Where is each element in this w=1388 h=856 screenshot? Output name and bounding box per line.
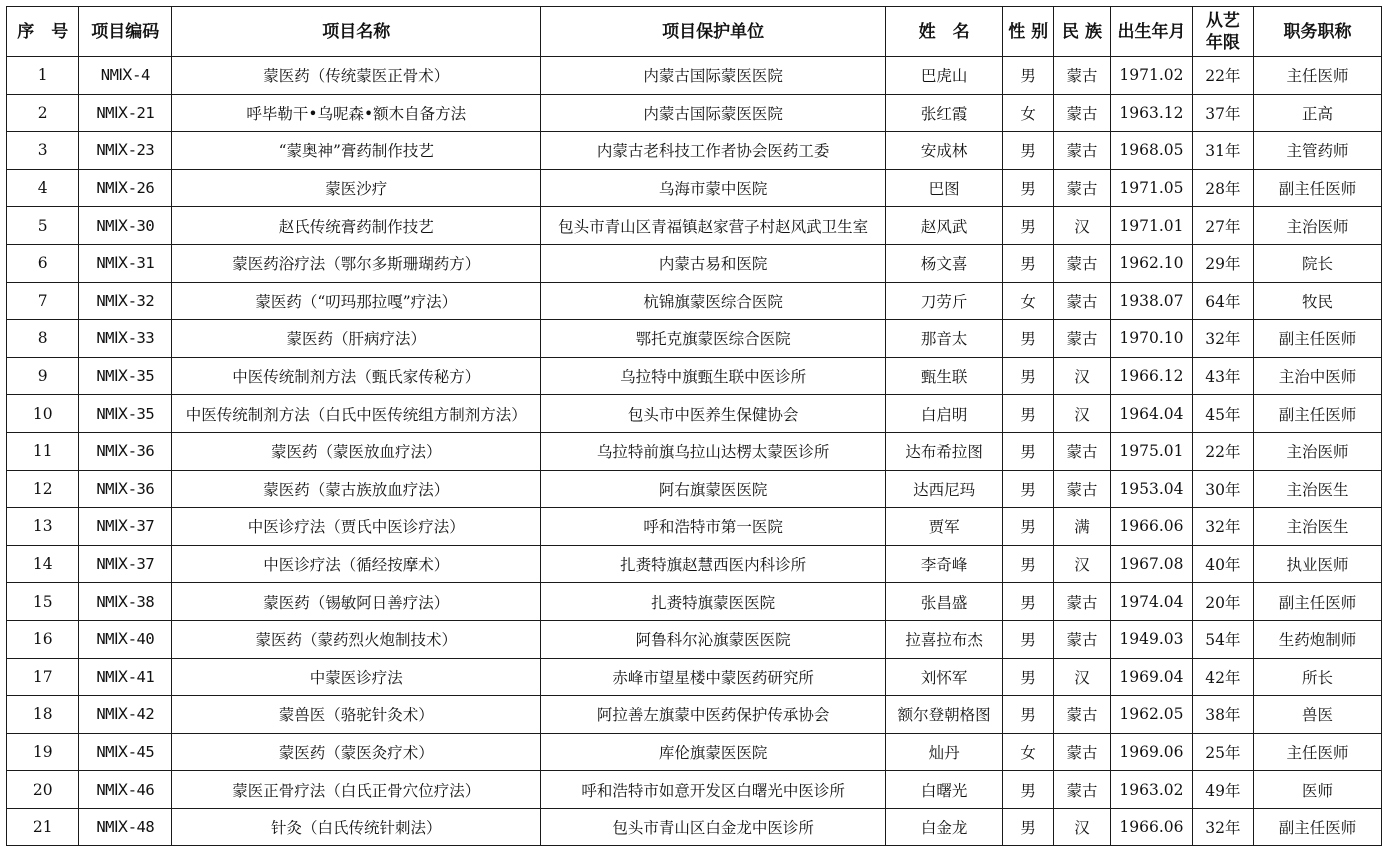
- cell-gender: 女: [1003, 94, 1053, 132]
- cell-job-title: 主任医师: [1254, 733, 1382, 771]
- cell-index: 15: [7, 583, 79, 621]
- cell-project-code: NMⅨ-23: [79, 132, 172, 170]
- cell-index: 14: [7, 545, 79, 583]
- cell-protection-unit: 杭锦旗蒙医综合医院: [541, 282, 885, 320]
- cell-years-practice: 42年: [1192, 658, 1253, 696]
- cell-protection-unit: 扎赉特旗蒙医医院: [541, 583, 885, 621]
- cell-project-name: 蒙医药（“叨玛那拉嘎”疗法）: [172, 282, 541, 320]
- cell-protection-unit: 内蒙古易和医院: [541, 244, 885, 282]
- cell-person-name: 白启明: [885, 395, 1003, 433]
- table-row: [7, 545, 1382, 583]
- cell-project-code: NMⅨ-30: [79, 207, 172, 245]
- cell-years-practice: 32年: [1192, 508, 1253, 546]
- cell-protection-unit: 阿右旗蒙医医院: [541, 470, 885, 508]
- cell-gender: 男: [1003, 395, 1053, 433]
- cell-protection-unit: 呼和浩特市第一医院: [541, 508, 885, 546]
- cell-project-name: 赵氏传统膏药制作技艺: [172, 207, 541, 245]
- cell-birth-date: 1966.12: [1111, 357, 1193, 395]
- cell-job-title: 执业医师: [1254, 545, 1382, 583]
- cell-years-practice: 29年: [1192, 244, 1253, 282]
- table-row: [7, 620, 1382, 658]
- cell-project-name: 针灸（白氏传统针刺法）: [172, 808, 541, 846]
- cell-years-practice: 64年: [1192, 282, 1253, 320]
- cell-person-name: 那音太: [885, 320, 1003, 358]
- cell-job-title: 副主任医师: [1254, 395, 1382, 433]
- cell-project-code: NMⅨ-38: [79, 583, 172, 621]
- cell-ethnicity: 蒙古: [1053, 169, 1110, 207]
- cell-index: 6: [7, 244, 79, 282]
- cell-years-practice: 30年: [1192, 470, 1253, 508]
- cell-person-name: 拉喜拉布杰: [885, 620, 1003, 658]
- table-body: [7, 57, 1382, 846]
- cell-project-code: NMⅨ-37: [79, 508, 172, 546]
- cell-ethnicity: 蒙古: [1053, 94, 1110, 132]
- cell-ethnicity: 汉: [1053, 357, 1110, 395]
- table-row: [7, 508, 1382, 546]
- cell-job-title: 医师: [1254, 771, 1382, 809]
- cell-ethnicity: 蒙古: [1053, 771, 1110, 809]
- cell-project-code: NMⅨ-21: [79, 94, 172, 132]
- cell-years-practice: 28年: [1192, 169, 1253, 207]
- cell-protection-unit: 鄂托克旗蒙医综合医院: [541, 320, 885, 358]
- cell-gender: 男: [1003, 696, 1053, 734]
- cell-birth-date: 1964.04: [1111, 395, 1193, 433]
- cell-gender: 男: [1003, 320, 1053, 358]
- cell-project-code: NMⅨ-35: [79, 357, 172, 395]
- cell-gender: 男: [1003, 808, 1053, 846]
- cell-job-title: 兽医: [1254, 696, 1382, 734]
- cell-index: 11: [7, 432, 79, 470]
- cell-person-name: 白金龙: [885, 808, 1003, 846]
- cell-job-title: 院长: [1254, 244, 1382, 282]
- cell-person-name: 刘怀军: [885, 658, 1003, 696]
- cell-index: 18: [7, 696, 79, 734]
- header-project-name: 项目名称: [172, 7, 541, 57]
- header-person-name: 姓 名: [885, 7, 1003, 57]
- cell-protection-unit: 赤峰市望星楼中蒙医药研究所: [541, 658, 885, 696]
- inheritor-table-container: [6, 6, 1382, 846]
- cell-project-name: 蒙医药（蒙药烈火炮制技术）: [172, 620, 541, 658]
- cell-protection-unit: 库伦旗蒙医医院: [541, 733, 885, 771]
- cell-ethnicity: 蒙古: [1053, 733, 1110, 771]
- cell-ethnicity: 汉: [1053, 808, 1110, 846]
- cell-index: 12: [7, 470, 79, 508]
- cell-job-title: 主治医师: [1254, 207, 1382, 245]
- cell-index: 8: [7, 320, 79, 358]
- cell-person-name: 额尔登朝格图: [885, 696, 1003, 734]
- cell-index: 19: [7, 733, 79, 771]
- cell-protection-unit: 包头市青山区青福镇赵家营子村赵风武卫生室: [541, 207, 885, 245]
- cell-birth-date: 1949.03: [1111, 620, 1193, 658]
- header-index: 序 号: [7, 7, 79, 57]
- cell-project-code: NMⅨ-42: [79, 696, 172, 734]
- cell-person-name: 白曙光: [885, 771, 1003, 809]
- header-project-code: 项目编码: [79, 7, 172, 57]
- cell-ethnicity: 汉: [1053, 207, 1110, 245]
- header-birth-date: 出生年月: [1111, 7, 1193, 57]
- cell-project-name: 中医传统制剂方法（白氏中医传统组方制剂方法）: [172, 395, 541, 433]
- header-row: [7, 7, 1382, 57]
- header-ethnicity: 民 族: [1053, 7, 1110, 57]
- cell-gender: 男: [1003, 207, 1053, 245]
- table-row: [7, 733, 1382, 771]
- cell-person-name: 李奇峰: [885, 545, 1003, 583]
- cell-gender: 男: [1003, 658, 1053, 696]
- cell-person-name: 赵风武: [885, 207, 1003, 245]
- cell-index: 10: [7, 395, 79, 433]
- cell-birth-date: 1953.04: [1111, 470, 1193, 508]
- cell-ethnicity: 蒙古: [1053, 320, 1110, 358]
- table-row: [7, 658, 1382, 696]
- cell-birth-date: 1975.01: [1111, 432, 1193, 470]
- cell-ethnicity: 蒙古: [1053, 57, 1110, 95]
- cell-protection-unit: 扎赉特旗赵慧西医内科诊所: [541, 545, 885, 583]
- cell-job-title: 正高: [1254, 94, 1382, 132]
- cell-years-practice: 40年: [1192, 545, 1253, 583]
- cell-person-name: 达布希拉图: [885, 432, 1003, 470]
- table-row: [7, 244, 1382, 282]
- cell-job-title: 副主任医师: [1254, 583, 1382, 621]
- cell-protection-unit: 内蒙古老科技工作者协会医药工委: [541, 132, 885, 170]
- cell-job-title: 主治医生: [1254, 470, 1382, 508]
- cell-ethnicity: 汉: [1053, 395, 1110, 433]
- table-row: [7, 169, 1382, 207]
- cell-project-code: NMⅨ-37: [79, 545, 172, 583]
- table-row: [7, 320, 1382, 358]
- cell-gender: 男: [1003, 357, 1053, 395]
- cell-job-title: 主任医师: [1254, 57, 1382, 95]
- cell-gender: 女: [1003, 733, 1053, 771]
- cell-project-code: NMⅨ-46: [79, 771, 172, 809]
- cell-job-title: 主治中医师: [1254, 357, 1382, 395]
- cell-job-title: 副主任医师: [1254, 169, 1382, 207]
- cell-project-name: 蒙医药（传统蒙医正骨术）: [172, 57, 541, 95]
- cell-project-code: NMⅨ-32: [79, 282, 172, 320]
- header-protection-unit: 项目保护单位: [541, 7, 885, 57]
- cell-years-practice: 37年: [1192, 94, 1253, 132]
- cell-protection-unit: 乌海市蒙中医院: [541, 169, 885, 207]
- cell-gender: 男: [1003, 244, 1053, 282]
- cell-project-code: NMⅨ-33: [79, 320, 172, 358]
- cell-project-code: NMⅨ-36: [79, 432, 172, 470]
- cell-birth-date: 1971.02: [1111, 57, 1193, 95]
- cell-project-name: 蒙医药（肝病疗法）: [172, 320, 541, 358]
- cell-project-name: 蒙医药浴疗法（鄂尔多斯珊瑚药方）: [172, 244, 541, 282]
- cell-gender: 男: [1003, 583, 1053, 621]
- cell-protection-unit: 呼和浩特市如意开发区白曙光中医诊所: [541, 771, 885, 809]
- cell-gender: 男: [1003, 132, 1053, 170]
- cell-gender: 男: [1003, 470, 1053, 508]
- cell-birth-date: 1971.01: [1111, 207, 1193, 245]
- cell-birth-date: 1970.10: [1111, 320, 1193, 358]
- cell-person-name: 巴虎山: [885, 57, 1003, 95]
- cell-years-practice: 43年: [1192, 357, 1253, 395]
- cell-birth-date: 1969.04: [1111, 658, 1193, 696]
- cell-person-name: 安成林: [885, 132, 1003, 170]
- table-row: [7, 771, 1382, 809]
- cell-person-name: 张红霞: [885, 94, 1003, 132]
- cell-ethnicity: 蒙古: [1053, 470, 1110, 508]
- cell-ethnicity: 汉: [1053, 658, 1110, 696]
- table-row: [7, 94, 1382, 132]
- cell-years-practice: 54年: [1192, 620, 1253, 658]
- cell-project-code: NMⅨ-4: [79, 57, 172, 95]
- table-row: [7, 132, 1382, 170]
- cell-birth-date: 1938.07: [1111, 282, 1193, 320]
- cell-gender: 男: [1003, 508, 1053, 546]
- cell-index: 7: [7, 282, 79, 320]
- cell-gender: 男: [1003, 771, 1053, 809]
- cell-job-title: 副主任医师: [1254, 808, 1382, 846]
- cell-birth-date: 1968.05: [1111, 132, 1193, 170]
- table-row: [7, 432, 1382, 470]
- cell-index: 2: [7, 94, 79, 132]
- cell-index: 20: [7, 771, 79, 809]
- cell-gender: 男: [1003, 545, 1053, 583]
- cell-person-name: 灿丹: [885, 733, 1003, 771]
- cell-project-name: 蒙医正骨疗法（白氏正骨穴位疗法）: [172, 771, 541, 809]
- cell-project-code: NMⅨ-41: [79, 658, 172, 696]
- cell-project-name: 蒙医药（蒙医放血疗法）: [172, 432, 541, 470]
- cell-job-title: 生药炮制师: [1254, 620, 1382, 658]
- cell-index: 3: [7, 132, 79, 170]
- cell-years-practice: 32年: [1192, 808, 1253, 846]
- cell-job-title: 主治医生: [1254, 508, 1382, 546]
- cell-years-practice: 32年: [1192, 320, 1253, 358]
- cell-project-code: NMⅨ-45: [79, 733, 172, 771]
- cell-birth-date: 1966.06: [1111, 808, 1193, 846]
- cell-index: 1: [7, 57, 79, 95]
- cell-gender: 男: [1003, 432, 1053, 470]
- cell-years-practice: 38年: [1192, 696, 1253, 734]
- cell-protection-unit: 内蒙古国际蒙医医院: [541, 94, 885, 132]
- cell-person-name: 巴图: [885, 169, 1003, 207]
- cell-ethnicity: 汉: [1053, 545, 1110, 583]
- cell-project-name: 呼毕勒干•乌呢森•额木自备方法: [172, 94, 541, 132]
- cell-protection-unit: 内蒙古国际蒙医医院: [541, 57, 885, 95]
- cell-gender: 男: [1003, 620, 1053, 658]
- cell-gender: 男: [1003, 169, 1053, 207]
- cell-protection-unit: 包头市中医养生保健协会: [541, 395, 885, 433]
- cell-protection-unit: 阿拉善左旗蒙中医药保护传承协会: [541, 696, 885, 734]
- cell-project-code: NMⅨ-26: [79, 169, 172, 207]
- cell-index: 17: [7, 658, 79, 696]
- table-row: [7, 470, 1382, 508]
- cell-protection-unit: 乌拉特前旗乌拉山达楞太蒙医诊所: [541, 432, 885, 470]
- cell-index: 21: [7, 808, 79, 846]
- cell-ethnicity: 满: [1053, 508, 1110, 546]
- cell-person-name: 达西尼玛: [885, 470, 1003, 508]
- cell-ethnicity: 蒙古: [1053, 244, 1110, 282]
- cell-index: 13: [7, 508, 79, 546]
- cell-birth-date: 1966.06: [1111, 508, 1193, 546]
- cell-index: 9: [7, 357, 79, 395]
- cell-job-title: 所长: [1254, 658, 1382, 696]
- cell-project-name: 中医传统制剂方法（甄氏家传秘方）: [172, 357, 541, 395]
- cell-ethnicity: 蒙古: [1053, 696, 1110, 734]
- cell-person-name: 张昌盛: [885, 583, 1003, 621]
- cell-birth-date: 1969.06: [1111, 733, 1193, 771]
- cell-job-title: 主管药师: [1254, 132, 1382, 170]
- cell-protection-unit: 乌拉特中旗甄生联中医诊所: [541, 357, 885, 395]
- table-row: [7, 696, 1382, 734]
- table-row: [7, 808, 1382, 846]
- cell-years-practice: 22年: [1192, 432, 1253, 470]
- cell-person-name: 刀劳斤: [885, 282, 1003, 320]
- cell-years-practice: 27年: [1192, 207, 1253, 245]
- cell-project-name: 蒙兽医（骆驼针灸术）: [172, 696, 541, 734]
- cell-ethnicity: 蒙古: [1053, 432, 1110, 470]
- cell-person-name: 杨文喜: [885, 244, 1003, 282]
- cell-years-practice: 22年: [1192, 57, 1253, 95]
- cell-project-name: 蒙医沙疗: [172, 169, 541, 207]
- header-years-practice: 从艺年限: [1192, 7, 1253, 57]
- table-row: [7, 282, 1382, 320]
- cell-project-name: 中医诊疗法（循经按摩术）: [172, 545, 541, 583]
- cell-ethnicity: 蒙古: [1053, 583, 1110, 621]
- cell-years-practice: 25年: [1192, 733, 1253, 771]
- table-row: [7, 583, 1382, 621]
- cell-person-name: 贾军: [885, 508, 1003, 546]
- cell-birth-date: 1971.05: [1111, 169, 1193, 207]
- cell-years-practice: 31年: [1192, 132, 1253, 170]
- cell-project-name: 中蒙医诊疗法: [172, 658, 541, 696]
- table-header: [7, 7, 1382, 57]
- cell-years-practice: 49年: [1192, 771, 1253, 809]
- cell-project-name: 蒙医药（蒙古族放血疗法）: [172, 470, 541, 508]
- cell-person-name: 甄生联: [885, 357, 1003, 395]
- cell-gender: 男: [1003, 57, 1053, 95]
- cell-birth-date: 1963.12: [1111, 94, 1193, 132]
- table-row: [7, 57, 1382, 95]
- table-row: [7, 395, 1382, 433]
- cell-job-title: 副主任医师: [1254, 320, 1382, 358]
- cell-birth-date: 1963.02: [1111, 771, 1193, 809]
- cell-ethnicity: 蒙古: [1053, 620, 1110, 658]
- cell-years-practice: 45年: [1192, 395, 1253, 433]
- cell-job-title: 牧民: [1254, 282, 1382, 320]
- cell-project-name: 中医诊疗法（贾氏中医诊疗法）: [172, 508, 541, 546]
- cell-years-practice: 20年: [1192, 583, 1253, 621]
- cell-job-title: 主治医师: [1254, 432, 1382, 470]
- cell-project-code: NMⅨ-40: [79, 620, 172, 658]
- cell-project-code: NMⅨ-48: [79, 808, 172, 846]
- cell-birth-date: 1962.05: [1111, 696, 1193, 734]
- cell-protection-unit: 阿鲁科尔沁旗蒙医医院: [541, 620, 885, 658]
- cell-project-code: NMⅨ-36: [79, 470, 172, 508]
- table-row: [7, 207, 1382, 245]
- header-gender: 性 别: [1003, 7, 1053, 57]
- cell-birth-date: 1967.08: [1111, 545, 1193, 583]
- cell-ethnicity: 蒙古: [1053, 282, 1110, 320]
- inheritor-table: [6, 6, 1382, 846]
- cell-gender: 女: [1003, 282, 1053, 320]
- cell-project-name: 蒙医药（蒙医灸疗术）: [172, 733, 541, 771]
- cell-index: 4: [7, 169, 79, 207]
- cell-protection-unit: 包头市青山区白金龙中医诊所: [541, 808, 885, 846]
- cell-birth-date: 1974.04: [1111, 583, 1193, 621]
- cell-birth-date: 1962.10: [1111, 244, 1193, 282]
- cell-index: 16: [7, 620, 79, 658]
- header-job-title: 职务职称: [1254, 7, 1382, 57]
- cell-index: 5: [7, 207, 79, 245]
- cell-project-name: “蒙奥神”膏药制作技艺: [172, 132, 541, 170]
- table-row: [7, 357, 1382, 395]
- cell-ethnicity: 蒙古: [1053, 132, 1110, 170]
- cell-project-code: NMⅨ-35: [79, 395, 172, 433]
- cell-project-name: 蒙医药（锡敏阿日善疗法）: [172, 583, 541, 621]
- cell-project-code: NMⅨ-31: [79, 244, 172, 282]
